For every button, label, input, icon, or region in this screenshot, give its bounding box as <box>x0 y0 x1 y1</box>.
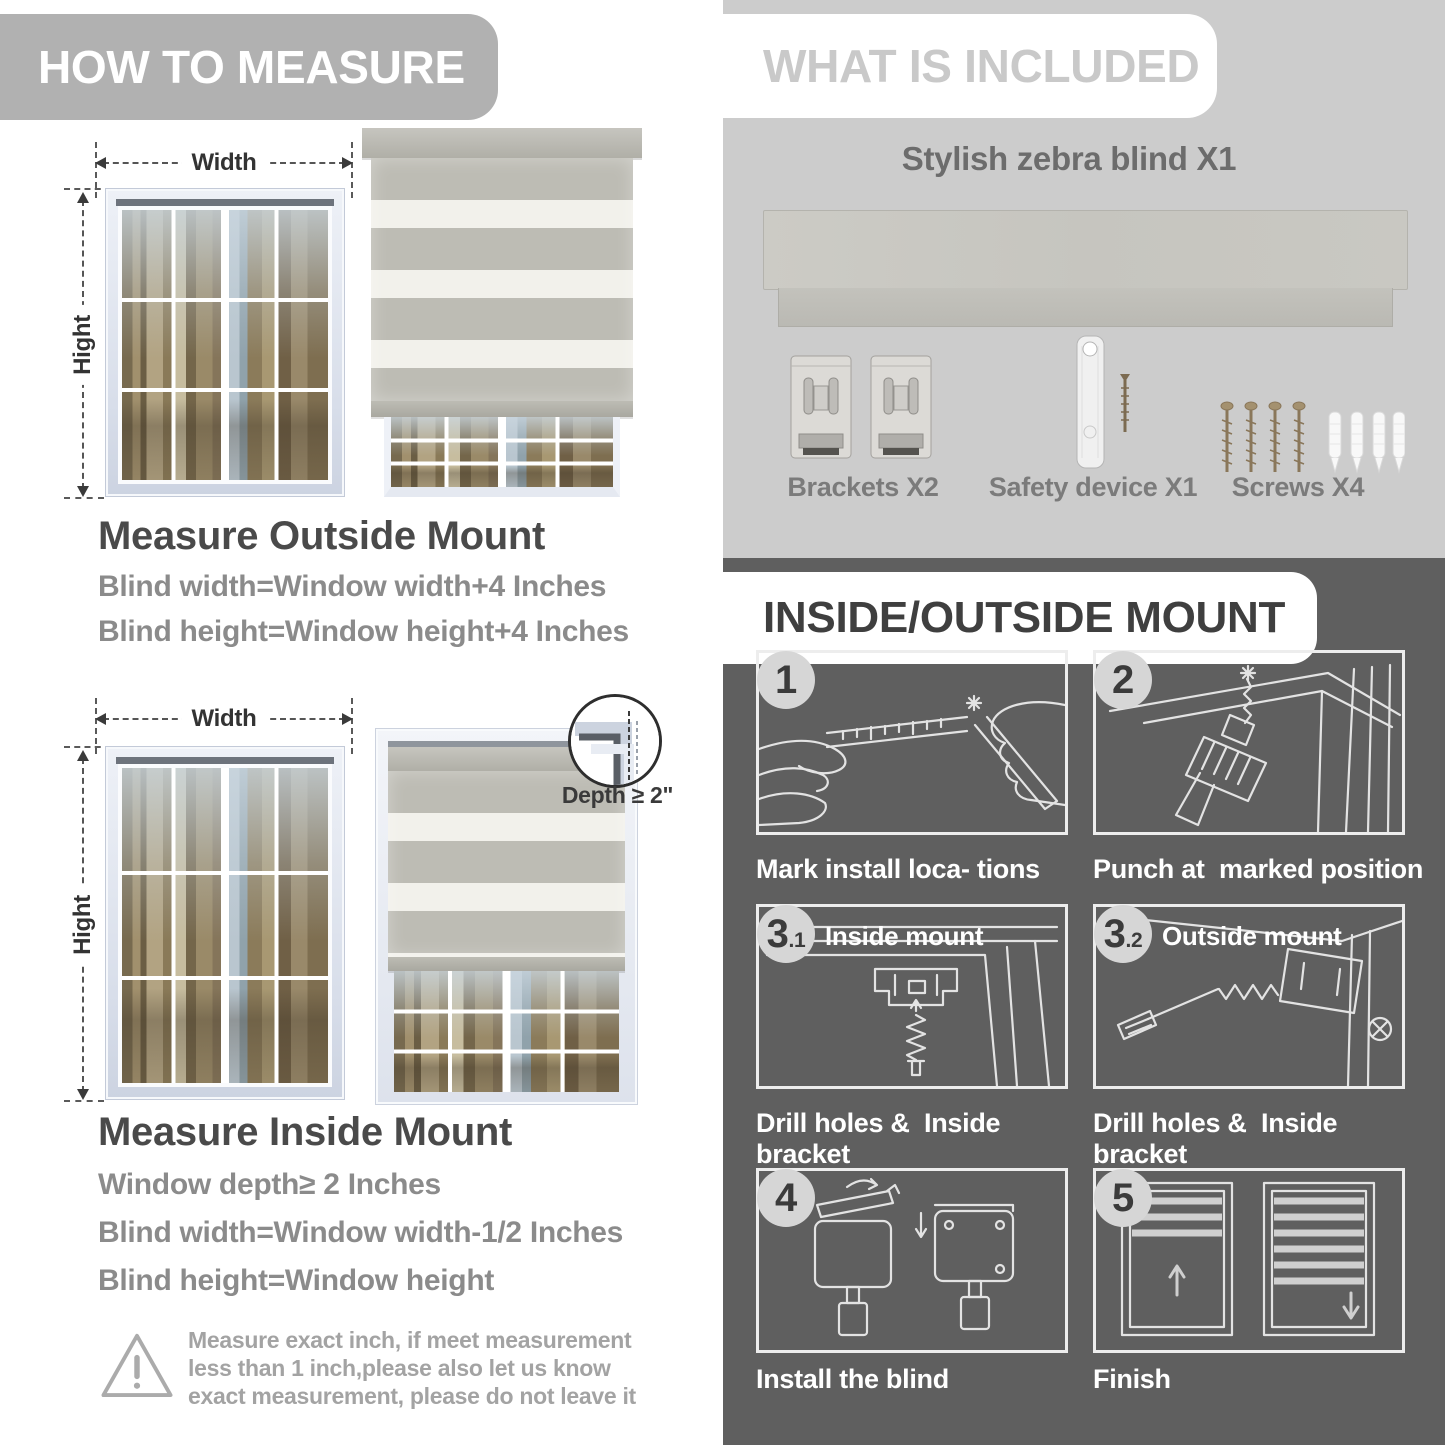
arrowhead-right-icon <box>342 157 353 169</box>
brackets-label: Brackets X2 <box>787 472 939 502</box>
mount-instructions-section <box>723 558 1445 1445</box>
step-number-badge: 5 <box>1094 1169 1152 1227</box>
inside-depth-rule: Window depth≥ 2 Inches <box>98 1168 441 1201</box>
zebra-blind-outside-illustration <box>362 128 642 497</box>
screws-label: Screws X4 <box>1231 472 1365 502</box>
step-number-badge: 3 .2 <box>1094 905 1152 963</box>
inside-width-formula: Blind width=Window width-1/2 Inches <box>98 1216 624 1249</box>
step-3-2-caption: Drill holes & Inside bracket <box>1093 1108 1345 1169</box>
mount-title: INSIDE/OUTSIDE MOUNT <box>763 593 1286 642</box>
how-to-measure-title: HOW TO MEASURE <box>38 41 465 93</box>
blind-bottom-rail <box>371 401 633 417</box>
step-number-badge: 2 <box>1094 651 1152 709</box>
step-3-1-caption: Drill holes & Inside bracket <box>756 1108 1008 1169</box>
step-2-caption: Punch at marked position <box>1093 854 1424 884</box>
how-to-measure-header <box>0 14 498 120</box>
step-number-badge: 1 <box>757 651 815 709</box>
what-is-included-header <box>723 14 1217 118</box>
warning-triangle-icon <box>98 1326 176 1408</box>
arrowhead-right-icon <box>342 713 353 725</box>
step-panel-5 <box>1093 1168 1405 1353</box>
depth-magnifier-icon <box>568 694 662 788</box>
inside-mount-label: Inside mount <box>825 921 984 951</box>
what-is-included-title: WHAT IS INCLUDED <box>763 40 1200 92</box>
width-label: Width <box>182 149 267 177</box>
safety-device-image <box>1051 334 1146 484</box>
blind-cassette <box>362 128 642 158</box>
arrowhead-left-icon <box>95 713 106 725</box>
measurement-warning-text: Measure exact inch, if meet measurement less than 1 inch,please also let us know exact measurement, please do not leave it <box>188 1327 636 1410</box>
outside-mount-title: Measure Outside Mount <box>98 514 546 558</box>
window-muntins <box>122 210 328 480</box>
step-5-caption: Finish <box>1093 1364 1171 1394</box>
brackets-image <box>785 348 937 474</box>
step-4-caption: Install the blind <box>756 1364 949 1394</box>
width-label: Width <box>182 705 267 733</box>
step-panel-2 <box>1093 650 1405 835</box>
what-is-included-section <box>723 0 1445 558</box>
step-panel-3-2 <box>1093 904 1405 1089</box>
width-arrow <box>95 706 353 732</box>
depth-label: Depth ≥ 2" <box>561 782 674 808</box>
window-below-blind <box>384 417 620 497</box>
zebra-stripes <box>371 158 633 401</box>
inside-height-formula: Blind height=Window height <box>98 1264 495 1297</box>
outside-mount-label: Outside mount <box>1162 921 1342 951</box>
height-arrow <box>70 192 96 497</box>
step-panel-4 <box>756 1168 1068 1353</box>
arrowhead-left-icon <box>95 157 106 169</box>
step-number-badge: 4 <box>757 1169 815 1227</box>
arrowhead-down-icon <box>77 486 89 497</box>
height-arrow <box>70 750 96 1100</box>
window-illustration-outside <box>105 188 345 497</box>
window-illustration-inside <box>105 746 345 1100</box>
safety-device-label: Safety device X1 <box>988 472 1198 502</box>
outside-height-formula: Blind height=Window height+4 Inches <box>98 615 629 648</box>
inside-mount-title: Measure Inside Mount <box>98 1110 513 1154</box>
step-number-badge: 3 .1 <box>757 905 815 963</box>
step-panel-3-1 <box>756 904 1068 1089</box>
width-arrow <box>95 150 353 176</box>
step-panel-1 <box>756 650 1068 835</box>
blind-bottom-rail <box>388 957 625 971</box>
arrowhead-down-icon <box>77 1089 89 1100</box>
step-1-caption: Mark install loca- tions <box>756 854 1040 884</box>
window-below-blind <box>394 971 619 1092</box>
height-label: Hight <box>69 885 97 965</box>
zebra-blind-cassette-image <box>763 210 1408 328</box>
height-label: Hight <box>69 305 97 385</box>
product-name-label: Stylish zebra blind X1 <box>901 140 1237 177</box>
outside-width-formula: Blind width=Window width+4 Inches <box>98 570 607 603</box>
arrowhead-up-icon <box>77 192 89 203</box>
arrowhead-up-icon <box>77 750 89 761</box>
window-muntins <box>122 768 328 1083</box>
